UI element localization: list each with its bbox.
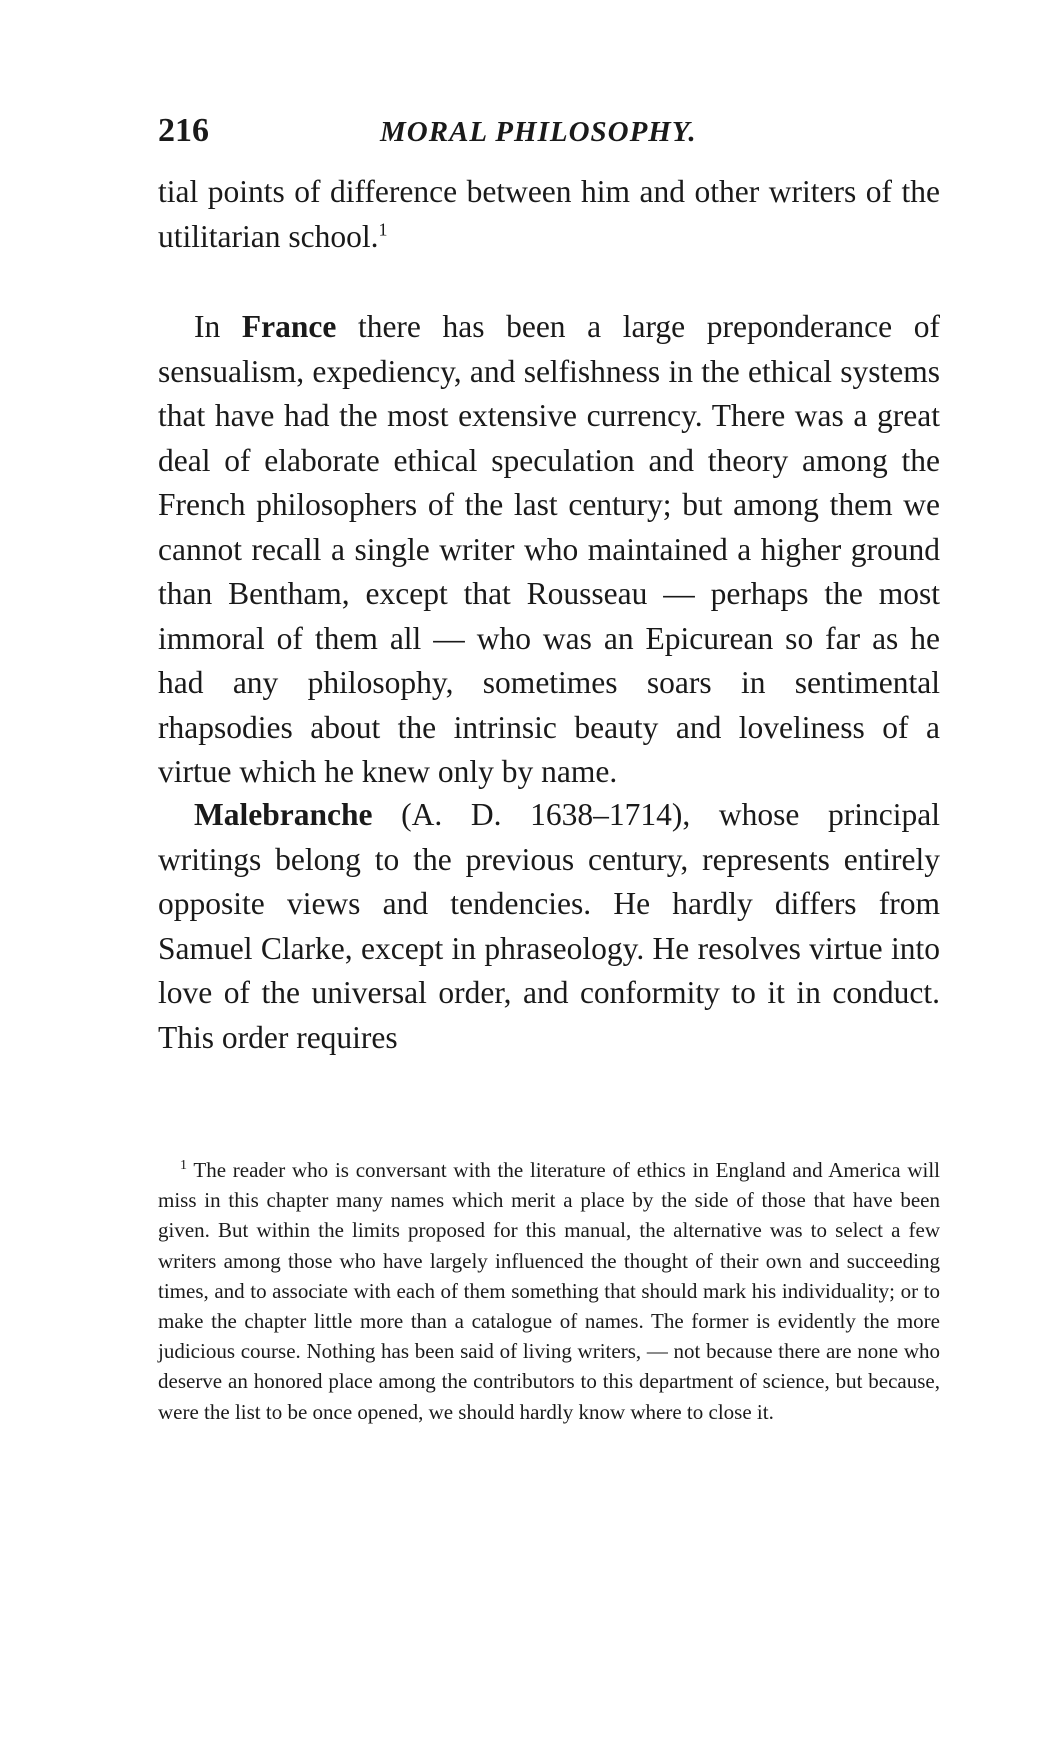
- paragraph-1-text: tial points of difference between him and other writers of the utilitarian school.: [158, 174, 940, 254]
- paragraph-malebranche: [158, 793, 940, 1060]
- page-number: 216: [158, 112, 209, 149]
- running-head: [158, 112, 938, 156]
- running-title: MORAL PHILOSOPHY.: [380, 116, 697, 148]
- term-malebranche: Malebranche: [194, 797, 373, 832]
- paragraph-2-lead: In: [194, 309, 242, 344]
- paragraph-france: [158, 305, 940, 795]
- paragraph-2-text: there has been a large preponderance of sensualism, expediency, and selfishness in the ethical systems that have had the most extensive currency. There was a great deal of elaborate ethical speculation and theory among the French philosophers of the last century; but among them we cannot recall a single writer who maintained a higher ground than Bentham, except that Rousseau — perhaps the most immoral of them all — who was an Epicurean so far as he had any philosophy, sometimes soars in sentimental rhapsodies about the intrinsic beauty and loveliness of a virtue which he knew only by name.: [158, 309, 940, 789]
- term-france: France: [241, 309, 337, 344]
- era-dates: (A. D. 1638–1714): [401, 797, 683, 832]
- paragraph-continuation: [158, 170, 940, 259]
- paragraph-3-text: , whose principal writings belong to the previous century, represents entirely opposite views and tendencies. He hardly differs from Samuel Clarke, except in phraseology. He resolves virtue into love of the universal order, and conformity to it in conduct. This order requires: [158, 797, 940, 1055]
- footnote-text: The reader who is conversant with the literature of ethics in England and America will miss in this chapter many names which merit a place by the side of those that have been given. But within the limits proposed for this manual, the alternative was to select a few writers among those who have largely influenced the thought of their own and succeeding times, and to associate with each of them something that should mark his individuality; or to make the chapter little more than a catalogue of names. The former is evidently the more judicious course. Nothing has been said of living writers, — not because there are none who deserve an honored place among the contributors to this department of science, but because, were the list to be once opened, we should hardly know where to close it.: [158, 1158, 940, 1424]
- footnote: [158, 1155, 940, 1427]
- footnote-reference: 1: [378, 219, 388, 239]
- footnote-marker: 1: [180, 1158, 187, 1173]
